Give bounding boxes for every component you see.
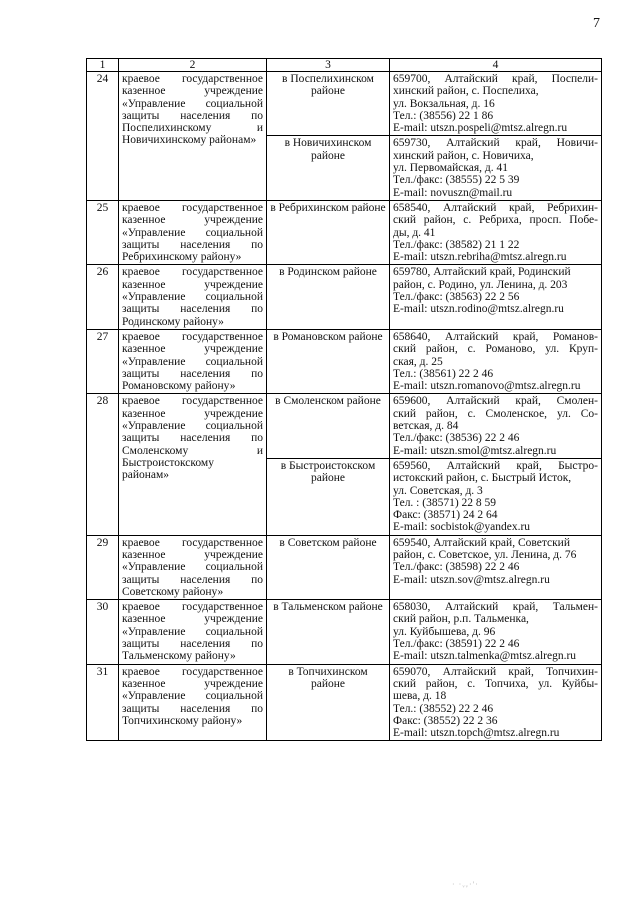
contact-line: 658540, Алтайский край, Ребрихин-: [393, 201, 598, 214]
contact-line: хинский район, с. Новичиха,: [393, 149, 534, 162]
organization-name: краевое государственное казенное учреждение «Управление социальной защиты населения по Тальменскому району»: [119, 600, 267, 664]
contact-line: Факс: (38552) 22 2 36: [393, 714, 498, 727]
contact-line: ул. Советская, д. 3: [393, 484, 483, 497]
contact-info: [390, 265, 602, 329]
contact-line: ды, д. 41: [393, 226, 436, 239]
contact-line: ский район, с. Топчиха, ул. Куйбы-: [393, 677, 598, 690]
contact-line: 659540, Алтайский край, Советский: [393, 536, 570, 549]
district-name: в Топчихинском районе: [267, 664, 390, 741]
district-name: в Романовском районе: [267, 329, 390, 393]
organization-name: краевое государственное казенное учреждение «Управление социальной защиты населения по Смоленскому и Быстроистокскому районам»: [119, 394, 267, 535]
contact-line: E-mail: utszn.talmenka@mtsz.alregn.ru: [393, 650, 577, 663]
column-header: 1: [87, 59, 119, 72]
contact-line: ский район, с. Романово, ул. Круп-: [393, 343, 598, 356]
contact-line: 659700, Алтайский край, Поспели-: [393, 73, 598, 85]
organization-name: краевое государственное казенное учреждение «Управление социальной защиты населения по Родинскому району»: [119, 265, 267, 329]
contact-line: Тел./факс: (38582) 21 1 22: [393, 238, 520, 251]
contact-info: [390, 136, 602, 200]
district-name: в Ребрихинском районе: [267, 200, 390, 264]
contact-info: [390, 458, 602, 535]
row-number: 31: [87, 664, 119, 741]
contact-line: Тел.: (38552) 22 2 46: [393, 702, 494, 715]
contact-line: 659600, Алтайский край, Смолен-: [393, 395, 598, 408]
contact-line: E-mail: utszn.rebriha@mtsz.alregn.ru: [393, 251, 567, 264]
contact-line: 658030, Алтайский край, Тальмен-: [393, 601, 598, 614]
district-name: в Родинском районе: [267, 265, 390, 329]
organization-name: краевое государственное казенное учреждение «Управление социальной защиты населения по Советскому району»: [119, 535, 267, 599]
contact-line: Тел. : (38571) 22 8 59: [393, 496, 497, 509]
row-number: 30: [87, 600, 119, 664]
contact-line: Тел.: (38556) 22 1 86: [393, 109, 494, 122]
table-row: [87, 394, 602, 458]
column-header: 2: [119, 59, 267, 72]
district-name: в Поспелихинском районе: [267, 72, 390, 136]
contact-line: ул. Вокзальная, д. 16: [393, 97, 495, 110]
contact-info: [390, 664, 602, 741]
contact-line: Факс: (38571) 24 2 64: [393, 509, 498, 522]
organization-name: краевое государственное казенное учреждение «Управление социальной защиты населения по Поспелихинскому и Новичихинскому районам»: [119, 72, 267, 201]
contact-line: ул. Куйбышева, д. 96: [393, 625, 496, 638]
contact-line: истокский район, с. Быстрый Исток,: [393, 472, 572, 485]
contact-info: [390, 200, 602, 264]
row-number: 24: [87, 72, 119, 201]
contact-line: Тел./факс: (38591) 22 2 46: [393, 638, 520, 651]
contact-line: шева, д. 18: [393, 690, 447, 703]
table-row: [87, 265, 602, 329]
row-number: 29: [87, 535, 119, 599]
contact-line: 659730, Алтайский край, Новичи-: [393, 137, 598, 150]
contact-line: Тел./факс: (38598) 22 2 46: [393, 561, 520, 574]
contact-line: хинский район, с. Поспелиха,: [393, 85, 539, 98]
row-number: 27: [87, 329, 119, 393]
offices-table: [86, 58, 602, 741]
table-header-row: [87, 59, 602, 72]
contact-line: E-mail: utszn.topch@mtsz.alregn.ru: [393, 727, 560, 740]
contact-line: E-mail: novuszn@mail.ru: [393, 186, 513, 199]
column-header: 3: [267, 59, 390, 72]
scan-mark: · ·ᵥᵥ·'·: [452, 880, 479, 889]
contact-line: район, с. Советское, ул. Ленина, д. 76: [393, 548, 577, 561]
contact-line: 659780, Алтайский край, Родинский: [393, 266, 571, 279]
page-number: 7: [593, 16, 600, 31]
contact-line: ский район, р.п. Тальменка,: [393, 613, 529, 626]
contact-line: E-mail: utszn.smol@mtsz.alregn.ru: [393, 444, 557, 457]
contact-line: E-mail: utszn.sov@mtsz.alregn.ru: [393, 573, 550, 586]
contact-line: Тел./факс: (38555) 22 5 39: [393, 174, 520, 187]
table-row: [87, 600, 602, 664]
organization-name: краевое государственное казенное учреждение «Управление социальной защиты населения по Топчихинскому району»: [119, 664, 267, 741]
row-number: 28: [87, 394, 119, 535]
district-name: в Советском районе: [267, 535, 390, 599]
contact-info: [390, 600, 602, 664]
contact-line: Тел./факс: (38563) 22 2 56: [393, 291, 520, 304]
contact-line: ский район, с. Смоленское, ул. Со-: [393, 407, 598, 420]
row-number: 26: [87, 265, 119, 329]
organization-name: краевое государственное казенное учреждение «Управление социальной защиты населения по Романовскому району»: [119, 329, 267, 393]
contact-line: ветская, д. 84: [393, 420, 459, 433]
contact-line: ский район, с. Ребриха, просп. Побе-: [393, 214, 598, 227]
contact-info: [390, 329, 602, 393]
district-name: в Смоленском районе: [267, 394, 390, 458]
contact-line: E-mail: socbistok@yandex.ru: [393, 521, 531, 534]
contact-line: 659560, Алтайский край, Быстро-: [393, 459, 598, 472]
contact-info: [390, 535, 602, 599]
table-row: [87, 535, 602, 599]
contact-line: Тел.: (38561) 22 2 46: [393, 367, 494, 380]
contact-line: Тел./факс: (38536) 22 2 46: [393, 432, 520, 445]
column-header: 4: [390, 59, 602, 72]
contact-line: E-mail: utszn.romanovo@mtsz.alregn.ru: [393, 380, 581, 393]
contact-line: 658640, Алтайский край, Романов-: [393, 330, 598, 343]
district-name: в Быстроистокском районе: [267, 458, 390, 535]
contact-line: E-mail: utszn.pospeli@mtsz.alregn.ru: [393, 122, 568, 135]
table-row: [87, 200, 602, 264]
contact-line: 659070, Алтайский край, Топчихин-: [393, 665, 598, 678]
district-name: в Новичихинском районе: [267, 136, 390, 200]
row-number: 25: [87, 200, 119, 264]
organization-name: краевое государственное казенное учреждение «Управление социальной защиты населения по Ребрихинскому району»: [119, 200, 267, 264]
contact-info: [390, 394, 602, 458]
table-row: [87, 329, 602, 393]
contact-line: E-mail: utszn.rodino@mtsz.alregn.ru: [393, 303, 564, 316]
contact-line: ская, д. 25: [393, 355, 443, 368]
contact-line: район, с. Родино, ул. Ленина, д. 203: [393, 278, 568, 291]
contact-line: ул. Первомайская, д. 41: [393, 162, 508, 175]
contact-info: [390, 72, 602, 136]
district-name: в Тальменском районе: [267, 600, 390, 664]
table-row: [87, 72, 602, 136]
table-row: [87, 664, 602, 741]
